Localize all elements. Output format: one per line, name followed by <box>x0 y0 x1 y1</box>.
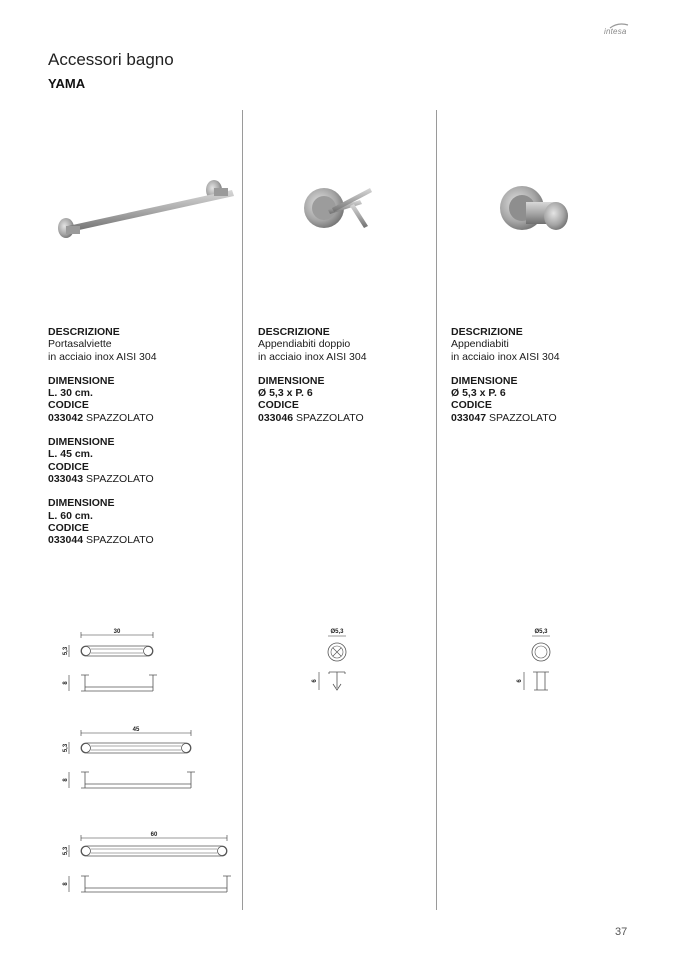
dimension-depth: 8 <box>63 681 69 685</box>
dimension-width: 30 <box>113 629 121 635</box>
description-text: in acciaio inox AISI 304 <box>451 350 560 363</box>
description-text: in acciaio inox AISI 304 <box>48 350 157 363</box>
dimension-depth: 6 <box>517 679 523 683</box>
code-label: CODICE <box>258 399 299 412</box>
product-code: 033042 SPAZZOLATO <box>48 411 154 424</box>
column-divider <box>242 110 243 910</box>
page-title: Accessori bagno <box>48 50 174 69</box>
column-divider <box>436 110 437 910</box>
drawing-towel-bar-30 <box>55 625 165 700</box>
dimension-diameter: Ø5,3 <box>330 629 344 635</box>
description-label: DESCRIZIONE <box>451 326 523 338</box>
description-text: in acciaio inox AISI 304 <box>258 350 367 363</box>
dimension-width: 60 <box>150 832 158 838</box>
dimension-height: 5,3 <box>63 846 69 856</box>
product-info-double-hook <box>258 326 367 424</box>
description-text: Appendiabiti <box>451 338 509 351</box>
double-hook-photo <box>298 180 378 240</box>
dimension-label: DIMENSIONE <box>48 436 115 449</box>
product-code: 033043 SPAZZOLATO <box>48 472 154 485</box>
dimension-label: DIMENSIONE <box>258 374 325 387</box>
page-number: 37 <box>615 926 628 938</box>
drawing-single-hook <box>510 624 570 699</box>
towel-bar-photo <box>50 170 240 250</box>
dimension-value: Ø 5,3 x P. 6 <box>258 387 313 400</box>
description-text: Portasalviette <box>48 338 112 351</box>
code-label: CODICE <box>48 460 89 473</box>
dimension-value: L. 30 cm. <box>48 387 93 400</box>
logo-text: intesa <box>604 27 627 36</box>
drawing-towel-bar-60 <box>55 826 240 901</box>
code-label: CODICE <box>451 399 492 412</box>
product-code: 033046 SPAZZOLATO <box>258 411 364 424</box>
dimension-value: Ø 5,3 x P. 6 <box>451 387 506 400</box>
page-subtitle: YAMA <box>48 76 86 91</box>
product-info-towel-bar <box>48 326 157 546</box>
dimension-label: DIMENSIONE <box>48 497 115 510</box>
dimension-value: L. 60 cm. <box>48 509 93 522</box>
dimension-width: 45 <box>132 727 140 733</box>
dimension-height: 5,3 <box>63 646 69 656</box>
single-hook-photo <box>494 180 574 240</box>
dimension-depth: 8 <box>63 778 69 782</box>
code-label: CODICE <box>48 521 89 534</box>
dimension-diameter: Ø5,3 <box>534 629 548 635</box>
dimension-depth: 8 <box>63 882 69 886</box>
dimension-value: L. 45 cm. <box>48 448 93 461</box>
product-code: 033047 SPAZZOLATO <box>451 411 557 424</box>
description-label: DESCRIZIONE <box>258 326 330 338</box>
description-text: Appendiabiti doppio <box>258 338 351 351</box>
dimension-depth: 6 <box>312 679 318 683</box>
drawing-towel-bar-45 <box>55 722 205 797</box>
product-info-single-hook <box>451 326 560 424</box>
dimension-height: 5,3 <box>63 743 69 753</box>
description-label: DESCRIZIONE <box>48 326 120 338</box>
dimension-label: DIMENSIONE <box>48 374 115 387</box>
drawing-double-hook <box>305 624 365 699</box>
code-label: CODICE <box>48 399 89 412</box>
brand-logo <box>602 22 634 38</box>
product-code: 033044 SPAZZOLATO <box>48 534 154 547</box>
dimension-label: DIMENSIONE <box>451 374 518 387</box>
